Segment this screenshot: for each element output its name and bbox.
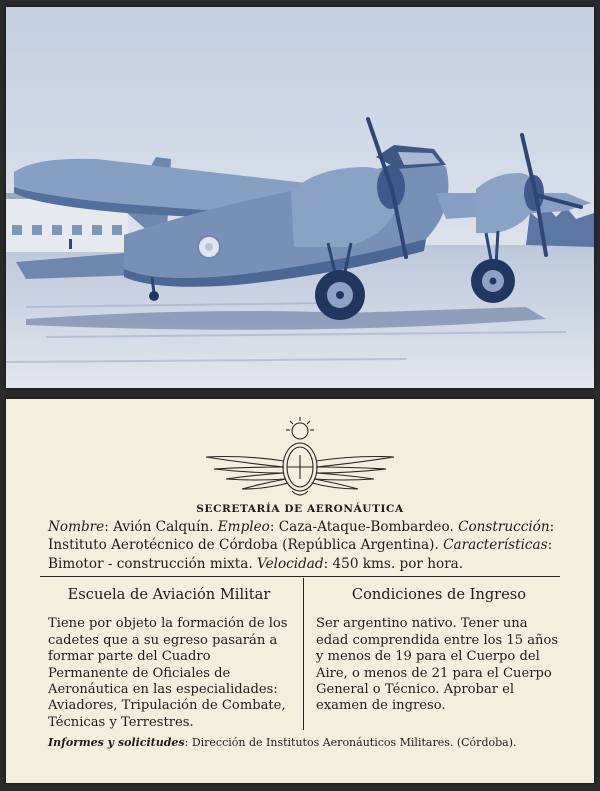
air-force-emblem-icon (204, 415, 396, 503)
caracteristicas-value: Bimotor - construcción mixta. (48, 555, 253, 572)
aircraft-specs: Nombre: Avión Calquín. Empleo: Caza-Ataque-Bombardeo. Construcción: Instituto Aerotécnico de Córdoba (República Argentina). Características: Bimotor - construcción mixta. Velocidad: 450 kms. por hora. (48, 519, 555, 572)
velocidad-label: Velocidad (257, 555, 324, 572)
velocidad-value: 450 kms. por hora. (332, 555, 464, 572)
photo-card (6, 7, 594, 388)
card-back (6, 399, 594, 783)
right-column-title: Condiciones de Ingreso (351, 586, 527, 603)
right-column (316, 587, 562, 715)
left-column (48, 587, 290, 731)
caracteristicas-label: Características (443, 537, 548, 554)
right-column-body: Ser argentino nativo. Tener una edad comprendida entre los 15 años y menos de 19 para el Cuerpo del Aire, o menos de 21 para el Cuerpo General o Técnico. Aprobar el examen de ingreso. (316, 616, 559, 714)
construccion-value: Instituto Aerotécnico de Córdoba (República Argentina). (48, 537, 439, 554)
divider-vertical (303, 578, 304, 730)
empleo-label: Empleo (217, 519, 270, 535)
secretaria-header: SECRETARÍA DE AERONÁUTICA (196, 503, 404, 515)
left-column-title: Escuela de Aviación Militar (67, 586, 271, 603)
footer: Informes y solicitudes: Dirección de Institutos Aeronáuticos Militares. (Córdoba). (48, 736, 517, 749)
airplane-photo (6, 7, 594, 388)
left-column-body: Tiene por objeto la formación de los cadetes que a su egreso pasarán a formar parte del Cuadro Permanente de Oficiales de Aeronáutica en las especialidades: Aviadores, Tripulación de Combate, Técnicas y Terrestres. (48, 616, 288, 730)
nombre-value: Avión Calquín. (113, 519, 214, 535)
empleo-value: Caza-Ataque-Bombardeo. (278, 519, 454, 535)
divider-horizontal (40, 576, 560, 577)
footer-label: Informes y solicitudes (48, 736, 185, 749)
footer-text: Dirección de Institutos Aeronáuticos Militares. (Córdoba). (191, 736, 517, 749)
nombre-label: Nombre (48, 519, 105, 535)
construccion-label: Construcción (458, 519, 550, 535)
